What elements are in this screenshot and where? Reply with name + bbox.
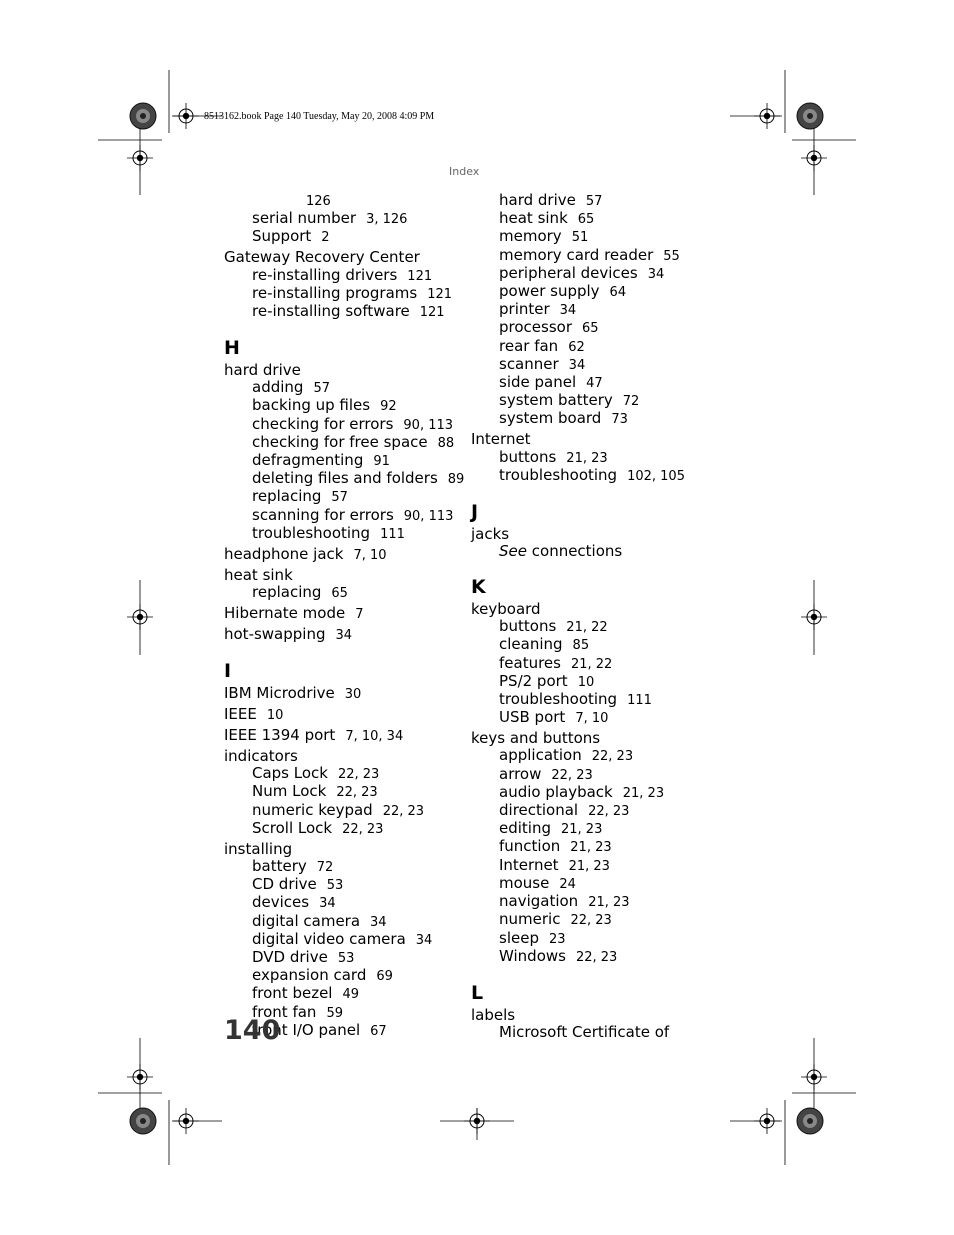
index-term: Gateway Recovery Center: [224, 248, 420, 267]
page-references: 62: [568, 339, 585, 355]
index-subentry: [224, 783, 464, 801]
page-references: 3, 126: [366, 212, 408, 228]
book-slug-line: 8513162.book Page 140 Tuesday, May 20, 2008 4:09 PM: [204, 111, 435, 122]
index-subentry: [224, 470, 464, 488]
page-references: 121: [427, 286, 453, 302]
page-references: 88: [437, 435, 455, 451]
page-references: 2: [321, 230, 330, 246]
index-term: battery: [252, 857, 307, 876]
index-term: front fan: [252, 1002, 317, 1021]
index-entry: [224, 546, 464, 564]
page-references: 64: [609, 285, 627, 301]
index-entry: [224, 706, 464, 724]
index-entry: [224, 727, 464, 745]
page-references: 65: [577, 212, 595, 228]
index-entry: [224, 748, 464, 765]
page-references: 89: [447, 472, 465, 488]
index-subentry: [224, 228, 464, 246]
index-subentry: [224, 894, 464, 912]
page-references: 21, 23: [588, 895, 630, 911]
page-references: 49: [342, 987, 360, 1003]
index-subentry: [471, 228, 685, 246]
index-term: Internet: [499, 855, 559, 874]
index-subentry: [471, 356, 685, 374]
page-references: 121: [407, 268, 433, 284]
index-subentry: [224, 379, 464, 397]
index-entry: [471, 730, 685, 747]
index-term: IEEE 1394 port: [224, 726, 336, 745]
page-references: 91: [373, 454, 390, 470]
index-term: serial number: [252, 209, 357, 228]
index-subentry: [471, 338, 685, 356]
index-letter-heading: H: [224, 337, 240, 360]
index-subentry: [224, 931, 464, 949]
color-rosette-icon: [130, 103, 156, 129]
index-term: cleaning: [499, 635, 563, 654]
page-references: 65: [582, 321, 599, 337]
index-subentry: [471, 948, 685, 966]
index-entry: [471, 1007, 685, 1024]
index-subentry: [224, 858, 464, 876]
index-term: installing: [224, 839, 293, 858]
page-references: 34: [335, 628, 353, 644]
page-references: 57: [331, 490, 348, 506]
index-entry: [224, 685, 464, 703]
page-references: 22, 23: [591, 749, 634, 765]
index-subentry: [224, 507, 464, 525]
index-term: directional: [499, 801, 579, 820]
index-term: hot-swapping: [224, 625, 326, 644]
index-subentry: [224, 303, 464, 321]
page-references: 30: [344, 687, 362, 703]
page-references: 90, 113: [403, 417, 454, 433]
page-references: 34: [370, 914, 387, 930]
index-term: connections: [531, 542, 623, 561]
page-references: 22, 23: [551, 767, 593, 783]
page-references: 34: [568, 357, 586, 373]
index-subentry: [471, 392, 685, 410]
index-term: troubleshooting: [252, 523, 371, 542]
index-term: CD drive: [252, 875, 317, 894]
index-term: peripheral devices: [499, 263, 638, 282]
page-references: 22, 23: [336, 785, 378, 801]
page-references: 23: [548, 931, 566, 947]
page-references: 7, 10, 34: [345, 729, 404, 745]
index-subentry: [471, 893, 685, 911]
page-references: 85: [572, 638, 590, 654]
index-term: defragmenting: [252, 451, 364, 470]
index-subentry: [471, 655, 685, 673]
page-references: 69: [376, 969, 393, 985]
index-term: adding: [252, 378, 304, 397]
index-subentry: [471, 467, 685, 485]
index-subentry: [471, 618, 685, 636]
page-references: 22, 23: [588, 804, 630, 820]
index-subentry: [224, 397, 464, 415]
index-term: backing up files: [252, 396, 371, 415]
index-term: audio playback: [499, 782, 613, 801]
page-references: 21, 22: [566, 620, 608, 636]
page-references: 51: [571, 230, 589, 246]
index-subentry: [224, 210, 464, 228]
page-references: 34: [415, 932, 433, 948]
index-subentry: [224, 267, 464, 285]
page-references: 7: [355, 607, 364, 623]
page-references: 34: [647, 266, 665, 282]
index-subentry: [471, 766, 685, 784]
index-entry: [224, 841, 464, 858]
index-letter-heading: J: [471, 501, 479, 524]
index-subentry: [224, 416, 464, 434]
registration-mark-icon: [127, 604, 153, 630]
index-term: arrow: [499, 764, 542, 783]
page-references: 47: [586, 376, 603, 392]
page-references: 10: [266, 708, 284, 724]
index-subentry: [471, 374, 685, 392]
page-references: 22, 23: [382, 803, 425, 819]
index-term: features: [499, 653, 561, 672]
registration-mark-icon: [127, 145, 153, 171]
index-entry: [224, 626, 464, 644]
index-term: headphone jack: [224, 544, 344, 563]
page-references: 53: [326, 878, 344, 894]
index-subentry: [471, 838, 685, 856]
page-references: 111: [380, 526, 405, 542]
index-entry: [471, 431, 685, 448]
index-subentry: [224, 820, 464, 838]
index-subentry: [471, 247, 685, 265]
index-term: USB port: [499, 708, 566, 727]
index-term: memory card reader: [499, 245, 654, 264]
index-term: power supply: [499, 282, 600, 301]
index-term: sleep: [499, 928, 539, 947]
index-term: buttons: [499, 447, 557, 466]
index-subentry: [224, 913, 464, 931]
index-term: checking for errors: [252, 414, 394, 433]
page-references: 90, 113: [403, 508, 454, 524]
index-subentry: [471, 691, 685, 709]
index-subentry: [471, 543, 685, 560]
index-subentry: [471, 709, 685, 727]
index-subentry: [471, 192, 685, 210]
index-term: mouse: [499, 873, 550, 892]
index-term: deleting files and folders: [252, 469, 438, 488]
index-subentry: [471, 319, 685, 337]
index-subentry: [471, 283, 685, 301]
index-term: scanner: [499, 354, 559, 373]
index-term: digital video camera: [252, 929, 406, 948]
index-term: buttons: [499, 617, 557, 636]
index-term: indicators: [224, 747, 298, 766]
index-term: scanning for errors: [252, 505, 394, 524]
index-term: navigation: [499, 892, 579, 911]
color-rosette-icon: [797, 103, 823, 129]
index-subentry: [471, 802, 685, 820]
index-column-left: [224, 192, 464, 1040]
index-term: front I/O panel: [252, 1020, 361, 1039]
index-subentry: [471, 857, 685, 875]
index-subentry: [224, 876, 464, 894]
index-subentry: [224, 765, 464, 783]
running-head: Index: [449, 165, 480, 178]
index-term: memory: [499, 227, 562, 246]
index-term: heat sink: [499, 209, 568, 228]
page-references: 24: [559, 876, 576, 892]
page-references: 102, 105: [627, 468, 685, 484]
index-term: system battery: [499, 391, 613, 410]
index-term: printer: [499, 300, 550, 319]
page-references: 7, 10: [575, 711, 609, 727]
page-references: 72: [622, 394, 640, 410]
index-subentry: [471, 265, 685, 283]
page-references: 59: [326, 1005, 343, 1021]
index-entry: [224, 567, 464, 584]
index-term: Windows: [499, 946, 566, 965]
index-term: hard drive: [499, 191, 576, 209]
page-references: 34: [559, 303, 577, 319]
index-subentry: [224, 285, 464, 303]
page-references: 57: [313, 381, 330, 397]
page-references: 67: [370, 1023, 387, 1039]
registration-mark-icon: [127, 1064, 153, 1090]
page-references: 126: [306, 194, 331, 209]
index-term: re-installing drivers: [252, 265, 398, 284]
page-number: 140: [224, 1015, 281, 1046]
see-reference: See: [499, 542, 527, 561]
index-term: editing: [499, 819, 551, 838]
page-references: 21, 23: [568, 858, 610, 874]
index-term: system board: [499, 409, 602, 428]
index-subentry: [224, 192, 464, 210]
page-references: 73: [611, 412, 628, 428]
index-letter-heading: L: [471, 981, 484, 1004]
index-term: expansion card: [252, 966, 367, 985]
index-subentry: [471, 673, 685, 691]
index-term: IEEE: [224, 705, 257, 724]
index-term: digital camera: [252, 911, 361, 930]
index-subentry: [471, 636, 685, 654]
index-subentry: [224, 967, 464, 985]
index-term: hard drive: [224, 361, 301, 380]
index-subentry: [224, 488, 464, 506]
index-term: Scroll Lock: [252, 818, 333, 837]
page-references: 34: [319, 896, 336, 912]
color-rosette-icon: [797, 1108, 823, 1134]
index-subentry: [224, 949, 464, 967]
page-references: 53: [337, 951, 355, 967]
page-references: 121: [419, 305, 445, 321]
page-references: 72: [316, 860, 334, 876]
page-references: 65: [331, 586, 348, 602]
index-subentry: [224, 584, 464, 602]
index-subentry: [471, 210, 685, 228]
color-rosette-icon: [130, 1108, 156, 1134]
page-references: 57: [585, 194, 603, 209]
index-subentry: [224, 452, 464, 470]
index-subentry: [224, 525, 464, 543]
page-references: 21, 23: [622, 785, 665, 801]
index-term: keyboard: [471, 600, 541, 619]
index-subentry: [471, 911, 685, 929]
index-term: PS/2 port: [499, 671, 568, 690]
index-entry: [471, 601, 685, 618]
index-term: replacing: [252, 583, 322, 602]
index-term: IBM Microdrive: [224, 684, 335, 703]
index-subentry: [471, 1024, 685, 1041]
index-term: side panel: [499, 373, 577, 392]
index-entry: [224, 362, 464, 379]
index-term: Internet: [471, 430, 531, 449]
page-references: 111: [627, 693, 652, 709]
index-term: function: [499, 837, 561, 856]
registration-mark-icon: [801, 145, 827, 171]
index-letter-heading: K: [471, 576, 486, 599]
page-references: 92: [380, 399, 397, 415]
index-term: numeric keypad: [252, 800, 373, 819]
page-references: 22, 23: [570, 913, 612, 929]
index-term: keys and buttons: [471, 729, 601, 748]
index-term: front bezel: [252, 984, 333, 1003]
page-references: 21, 23: [561, 822, 603, 838]
index-term: DVD drive: [252, 948, 328, 967]
page-references: 22, 23: [575, 949, 618, 965]
index-term: Support: [252, 227, 312, 246]
index-term: devices: [252, 893, 310, 912]
page-references: 10: [577, 674, 595, 690]
index-subentry: [224, 802, 464, 820]
index-term: troubleshooting: [499, 465, 618, 484]
index-entry: [224, 249, 464, 266]
index-letter-heading: I: [224, 660, 232, 683]
index-term: re-installing software: [252, 302, 410, 321]
index-term: heat sink: [224, 565, 293, 584]
page-references: 22, 23: [337, 767, 380, 783]
index-subentry: [471, 784, 685, 802]
registration-mark-icon: [801, 604, 827, 630]
index-subentry: [471, 747, 685, 765]
index-term: processor: [499, 318, 572, 337]
page-references: 22, 23: [342, 821, 384, 837]
page-references: 7, 10: [353, 547, 387, 563]
index-subentry: [471, 410, 685, 428]
index-subentry: [224, 434, 464, 452]
index-term: Num Lock: [252, 782, 327, 801]
index-term: checking for free space: [252, 432, 428, 451]
index-term: application: [499, 746, 582, 765]
index-subentry: [471, 820, 685, 838]
index-subentry: [471, 930, 685, 948]
index-term: jacks: [471, 524, 510, 543]
index-term: Caps Lock: [252, 764, 328, 783]
index-term: Hibernate mode: [224, 604, 346, 623]
index-subentry: [224, 985, 464, 1003]
index-subentry: [471, 449, 685, 467]
page-references: 55: [663, 248, 680, 264]
index-term: labels: [471, 1005, 516, 1024]
index-entry: [471, 526, 685, 543]
index-entry: [224, 605, 464, 623]
index-term: re-installing programs: [252, 283, 418, 302]
index-term: numeric: [499, 910, 561, 929]
index-subentry: [471, 301, 685, 319]
index-term: rear fan: [499, 336, 559, 355]
index-term: replacing: [252, 487, 322, 506]
page-references: 21, 23: [570, 840, 612, 856]
registration-mark-icon: [801, 1064, 827, 1090]
page-references: 21, 23: [566, 450, 608, 466]
index-subentry: [471, 875, 685, 893]
index-term: Microsoft Certificate of: [499, 1022, 670, 1041]
page-references: 21, 22: [570, 656, 613, 672]
index-column-right: [471, 192, 685, 1041]
index-term: troubleshooting: [499, 690, 618, 709]
